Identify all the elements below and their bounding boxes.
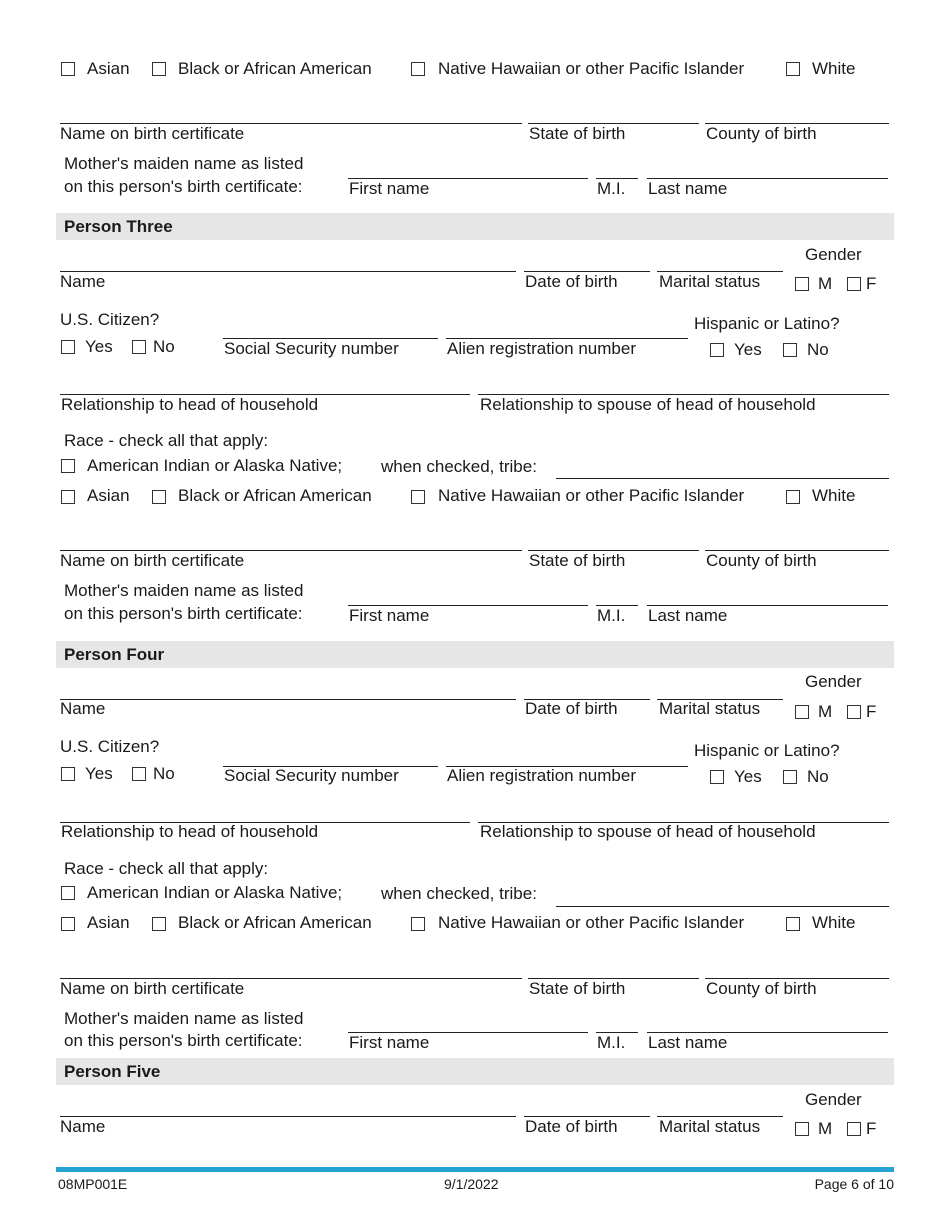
race-black-label: Black or African American [178,913,372,932]
person-title: Person Four [64,645,165,664]
us-citizen-label: U.S. Citizen? [60,737,160,756]
birth-name-label: Name on birth certificate [60,551,245,570]
race-white-checkbox[interactable] [786,62,800,76]
race-nhpi-checkbox[interactable] [411,62,425,76]
mother-mi-label: M.I. [597,606,626,625]
hispanic-no-label: No [807,340,829,359]
form-date: 9/1/2022 [444,1176,499,1192]
gender-m-checkbox[interactable] [795,1122,809,1136]
gender-m-checkbox[interactable] [795,277,809,291]
mother-last-name-label: Last name [648,1033,728,1052]
state-of-birth-label: State of birth [529,551,626,570]
race-heading: Race - check all that apply: [64,431,269,450]
person-four-section [0,641,950,1051]
race-nhpi-label: Native Hawaiian or other Pacific Islander [438,913,745,932]
mother-first-name-label: First name [349,606,430,625]
name-label: Name [60,1117,106,1136]
race-black-label: Black or African American [178,486,372,505]
race-white-checkbox[interactable] [786,490,800,504]
gender-m-label: M [818,274,833,293]
gender-f-checkbox[interactable] [847,1122,861,1136]
rel-head-label: Relationship to head of household [61,822,319,841]
race-black-checkbox[interactable] [152,490,166,504]
race-asian-label: Asian [87,486,130,505]
race-nhpi-label: Native Hawaiian or other Pacific Islander [438,486,745,505]
name-label: Name [60,272,106,291]
form-id: 08MP001E [58,1176,128,1192]
marital-status-label: Marital status [659,1117,761,1136]
race-white-checkbox[interactable] [786,917,800,931]
race-asian-checkbox[interactable] [61,490,75,504]
county-of-birth-label: County of birth [706,124,817,143]
hispanic-no-checkbox[interactable] [783,343,797,357]
person-title: Person Three [64,217,173,236]
mother-mi-label: M.I. [597,1033,626,1052]
mother-last-name-label: Last name [648,606,728,625]
citizen-no-label: No [153,764,175,783]
marital-status-label: Marital status [659,272,761,291]
race-black-checkbox[interactable] [152,62,166,76]
race-white-label: White [812,486,856,505]
person-title: Person Five [64,1062,161,1081]
mother-last-name-label: Last name [648,179,728,198]
person-header [56,641,894,668]
race-aian-checkbox[interactable] [61,886,75,900]
mothers-maiden-label-2: on this person's birth certificate: [64,604,303,623]
tribe-field[interactable] [556,478,889,479]
person-three-section [0,213,950,623]
race-aian-label: American Indian or Alaska Native; [87,883,343,902]
gender-m-checkbox[interactable] [795,705,809,719]
hispanic-yes-label: Yes [734,767,762,786]
tribe-label: when checked, tribe: [381,457,537,476]
date-of-birth-label: Date of birth [525,699,618,718]
race-white-label: White [812,913,856,932]
tribe-field[interactable] [556,906,889,907]
citizen-yes-label: Yes [85,764,113,783]
person-five-section [0,1058,950,1148]
race-asian-checkbox[interactable] [61,62,75,76]
race-asian-checkbox[interactable] [61,917,75,931]
race-aian-label: American Indian or Alaska Native; [87,456,343,475]
hispanic-yes-checkbox[interactable] [710,770,724,784]
ssn-label: Social Security number [224,339,399,358]
us-citizen-label: U.S. Citizen? [60,310,160,329]
hispanic-label: Hispanic or Latino? [694,314,840,333]
hispanic-yes-label: Yes [734,340,762,359]
mother-mi-label: M.I. [597,179,626,198]
name-label: Name [60,699,106,718]
date-of-birth-label: Date of birth [525,1117,618,1136]
alien-reg-label: Alien registration number [447,339,636,358]
rel-spouse-label: Relationship to spouse of head of household [480,395,816,414]
race-white-label: White [812,59,856,78]
rel-spouse-label: Relationship to spouse of head of household [480,822,816,841]
tribe-label: when checked, tribe: [381,884,537,903]
date-of-birth-label: Date of birth [525,272,618,291]
mother-first-name-label: First name [349,1033,430,1052]
gender-label: Gender [805,672,862,691]
birth-name-label: Name on birth certificate [60,979,245,998]
gender-label: Gender [805,1090,862,1109]
county-of-birth-label: County of birth [706,551,817,570]
gender-f-label: F [866,702,877,721]
ssn-label: Social Security number [224,766,399,785]
footer-divider [56,1167,894,1172]
marital-status-label: Marital status [659,699,761,718]
county-of-birth-label: County of birth [706,979,817,998]
citizen-yes-checkbox[interactable] [61,767,75,781]
name-field[interactable] [60,1116,516,1117]
hispanic-label: Hispanic or Latino? [694,741,840,760]
mothers-maiden-label-1: Mother's maiden name as listed [64,581,304,600]
alien-reg-label: Alien registration number [447,766,636,785]
state-of-birth-label: State of birth [529,979,626,998]
citizen-yes-label: Yes [85,337,113,356]
state-of-birth-label: State of birth [529,124,626,143]
race-aian-checkbox[interactable] [61,459,75,473]
race-asian-label: Asian [87,913,130,932]
birth-name-label: Name on birth certificate [60,124,245,143]
rel-head-label: Relationship to head of household [61,395,319,414]
citizen-no-checkbox[interactable] [132,340,146,354]
person-header [56,1058,894,1085]
citizen-no-checkbox[interactable] [132,767,146,781]
citizen-yes-checkbox[interactable] [61,340,75,354]
name-field[interactable] [60,271,516,272]
name-field[interactable] [60,699,516,700]
gender-f-checkbox[interactable] [847,277,861,291]
race-black-checkbox[interactable] [152,917,166,931]
race-asian-label: Asian [87,59,130,78]
hispanic-yes-checkbox[interactable] [710,343,724,357]
race-heading: Race - check all that apply: [64,859,269,878]
gender-label: Gender [805,245,862,264]
race-nhpi-checkbox[interactable] [411,490,425,504]
mothers-maiden-label-1: Mother's maiden name as listed [64,154,304,173]
person-header [56,213,894,240]
page-number: Page 6 of 10 [814,1176,894,1192]
mother-first-name-label: First name [349,179,430,198]
hispanic-no-checkbox[interactable] [783,770,797,784]
gender-m-label: M [818,702,833,721]
mothers-maiden-label-2: on this person's birth certificate: [64,1031,303,1050]
citizen-no-label: No [153,337,175,356]
mothers-maiden-label-2: on this person's birth certificate: [64,177,303,196]
gender-m-label: M [818,1119,833,1138]
gender-f-checkbox[interactable] [847,705,861,719]
mothers-maiden-label-1: Mother's maiden name as listed [64,1009,304,1028]
race-nhpi-label: Native Hawaiian or other Pacific Islander [438,59,745,78]
race-black-label: Black or African American [178,59,372,78]
gender-f-label: F [866,1119,877,1138]
race-nhpi-checkbox[interactable] [411,917,425,931]
hispanic-no-label: No [807,767,829,786]
gender-f-label: F [866,274,877,293]
